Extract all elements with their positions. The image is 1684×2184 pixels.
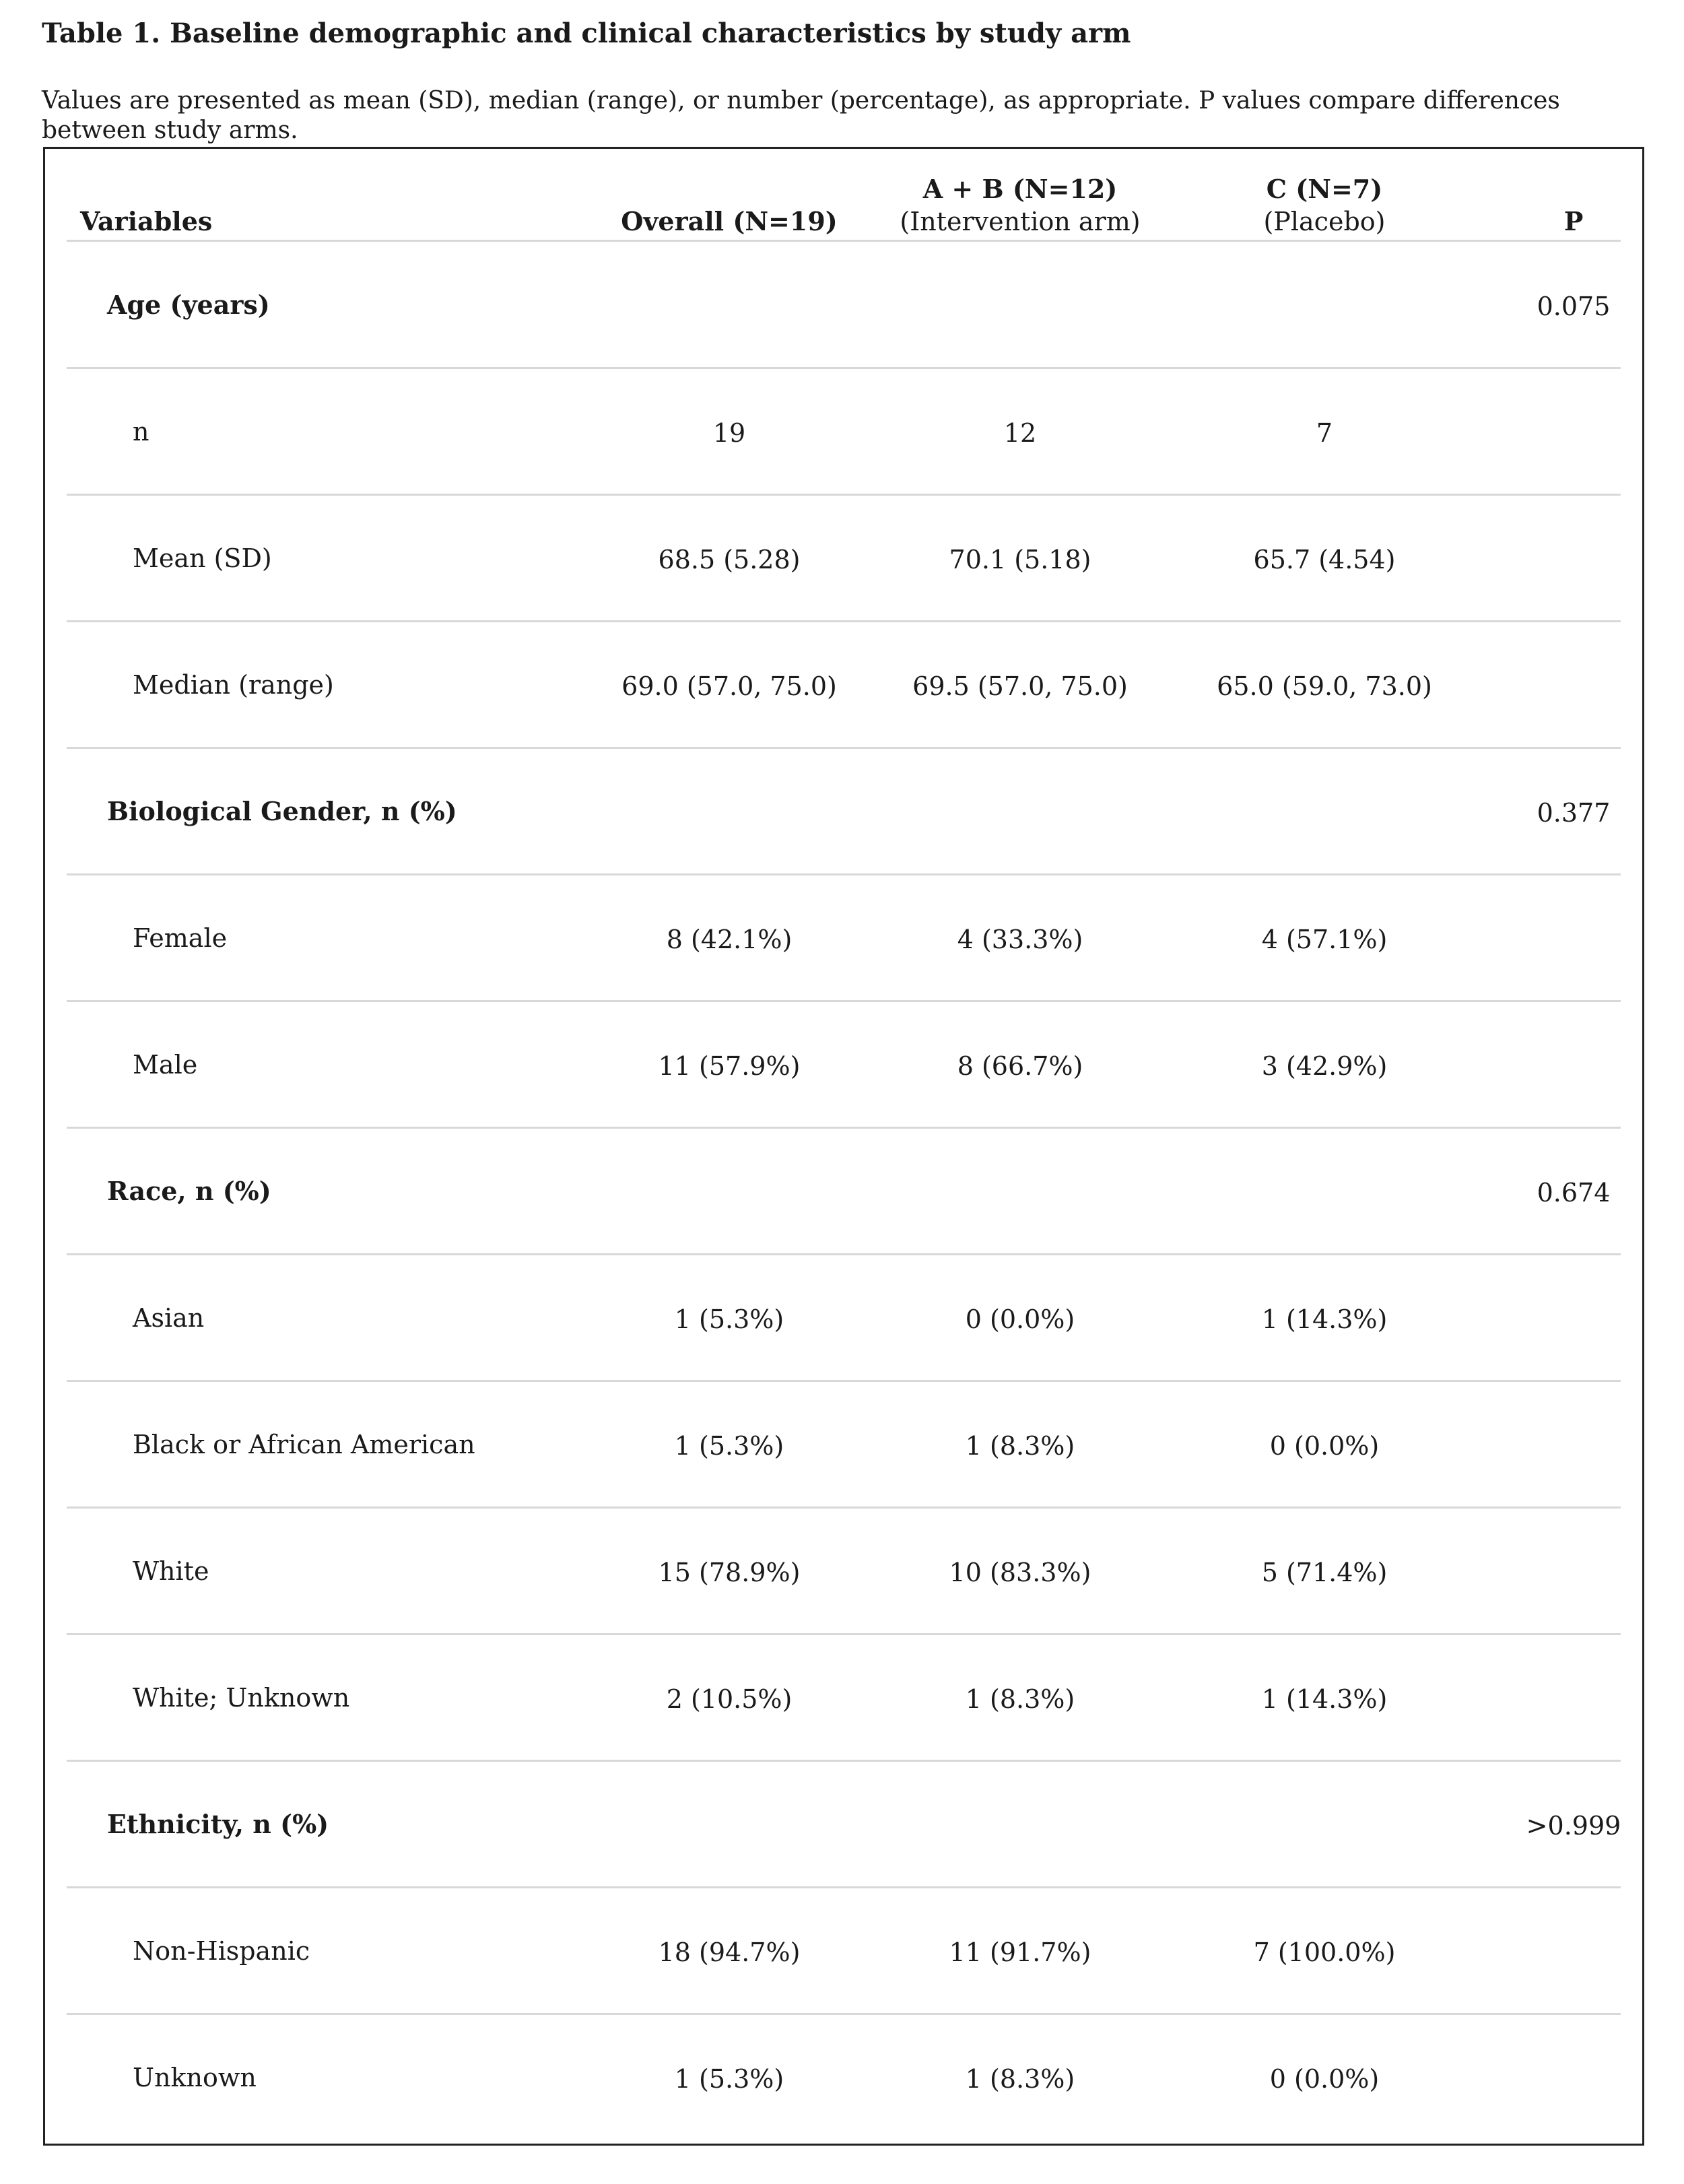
intervention-value: 1 (8.3%)	[965, 1684, 1075, 1714]
header-placebo-arm	[1176, 173, 1473, 238]
table-row	[45, 1255, 1642, 1381]
overall-value: 1 (5.3%)	[674, 1304, 784, 1334]
table-group-row	[45, 748, 1642, 875]
table-row	[45, 1381, 1642, 1508]
overall-value: 69.0 (57.0, 75.0)	[621, 671, 837, 701]
overall-value: 68.5 (5.28)	[658, 545, 801, 574]
placebo-value: 4 (57.1%)	[1261, 925, 1388, 954]
placebo-value: 65.0 (59.0, 73.0)	[1217, 671, 1432, 701]
row-label: Female	[133, 923, 228, 953]
header-c-line1: C (N=7)	[1266, 174, 1383, 204]
placebo-value: 3 (42.9%)	[1261, 1051, 1388, 1081]
row-label: Black or African American	[133, 1430, 475, 1459]
header-c-line2: (Placebo)	[1263, 207, 1386, 236]
overall-value: 8 (42.1%)	[666, 925, 793, 954]
table-title: Table 1. Baseline demographic and clinical characteristics by study arm	[42, 18, 1131, 49]
p-value: >0.999	[1526, 1811, 1621, 1841]
table-row	[45, 1634, 1642, 1761]
row-label: White; Unknown	[133, 1683, 350, 1713]
row-label: Mean (SD)	[133, 543, 272, 573]
intervention-value: 70.1 (5.18)	[949, 545, 1091, 574]
intervention-value: 1 (8.3%)	[965, 1431, 1075, 1461]
header-ab-line1: A + B (N=12)	[922, 174, 1118, 204]
intervention-value: 69.5 (57.0, 75.0)	[912, 671, 1128, 701]
table-row	[45, 1001, 1642, 1128]
overall-value: 1 (5.3%)	[674, 2064, 784, 2094]
overall-value: 19	[712, 418, 746, 448]
intervention-value: 12	[1003, 418, 1037, 448]
placebo-value: 5 (71.4%)	[1261, 1558, 1388, 1587]
table-row	[45, 622, 1642, 748]
placebo-value: 1 (14.3%)	[1261, 1684, 1388, 1714]
table-group-row	[45, 242, 1642, 368]
row-label: Median (range)	[133, 670, 334, 700]
row-label: Asian	[133, 1303, 205, 1333]
overall-value: 1 (5.3%)	[674, 1431, 784, 1461]
row-label: Unknown	[133, 2063, 257, 2092]
intervention-value: 0 (0.0%)	[965, 1304, 1075, 1334]
table-group-row	[45, 1128, 1642, 1255]
p-value: 0.377	[1537, 798, 1611, 828]
table-row	[45, 875, 1642, 1001]
group-label: Ethnicity, n (%)	[107, 1809, 329, 1839]
intervention-value: 1 (8.3%)	[965, 2064, 1075, 2094]
header-variables: Variables	[80, 206, 213, 236]
placebo-value: 7	[1316, 418, 1333, 448]
group-label: Race, n (%)	[107, 1176, 271, 1206]
row-label: White	[133, 1556, 209, 1586]
row-label: Non-Hispanic	[133, 1936, 310, 1966]
intervention-value: 11 (91.7%)	[949, 1938, 1091, 1967]
row-label: Male	[133, 1050, 198, 1080]
placebo-value: 7 (100.0%)	[1253, 1938, 1396, 1967]
p-value: 0.674	[1537, 1178, 1611, 1207]
header-p: P	[1563, 206, 1584, 236]
overall-value: 18 (94.7%)	[658, 1938, 801, 1967]
table-row	[45, 1888, 1642, 2014]
table-row	[45, 1508, 1642, 1634]
overall-value: 11 (57.9%)	[658, 1051, 801, 1081]
group-label: Biological Gender, n (%)	[107, 796, 457, 826]
table-caption: Values are presented as mean (SD), median (range), or number (percentage), as appropriate. P values compare differences between study arms.	[42, 87, 1560, 144]
intervention-value: 4 (33.3%)	[957, 925, 1083, 954]
header-overall: Overall (N=19)	[621, 206, 838, 236]
p-value: 0.075	[1537, 292, 1611, 321]
table-group-row	[45, 1761, 1642, 1888]
table-row	[45, 368, 1642, 495]
overall-value: 15 (78.9%)	[658, 1558, 801, 1587]
placebo-value: 0 (0.0%)	[1269, 1431, 1380, 1461]
placebo-value: 65.7 (4.54)	[1253, 545, 1396, 574]
placebo-value: 0 (0.0%)	[1269, 2064, 1380, 2094]
header-intervention-arm	[872, 173, 1168, 238]
header-ab-line2: (Intervention arm)	[900, 207, 1141, 236]
data-table	[43, 147, 1644, 2146]
group-label: Age (years)	[107, 290, 270, 320]
table-row	[45, 2014, 1642, 2141]
intervention-value: 10 (83.3%)	[949, 1558, 1091, 1587]
row-label: n	[133, 417, 149, 446]
placebo-value: 1 (14.3%)	[1261, 1304, 1388, 1334]
table-row	[45, 495, 1642, 622]
intervention-value: 8 (66.7%)	[957, 1051, 1083, 1081]
overall-value: 2 (10.5%)	[666, 1684, 793, 1714]
